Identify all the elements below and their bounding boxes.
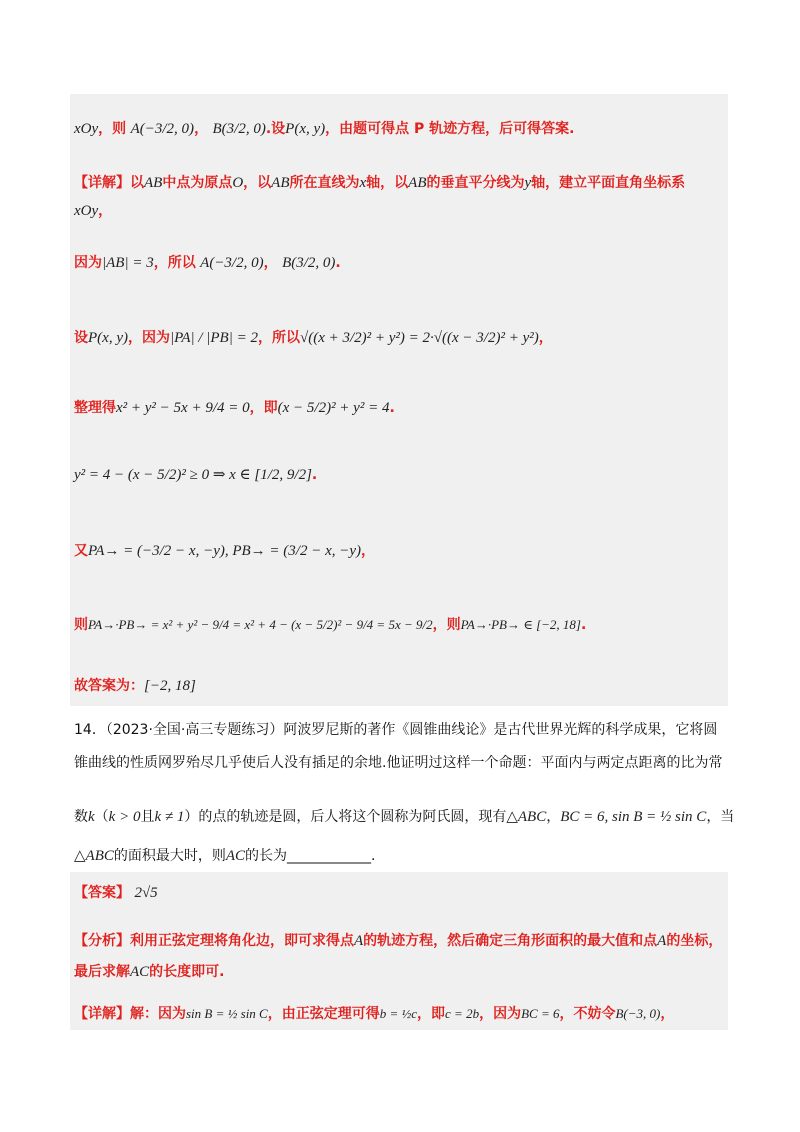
solution-14-answer (74, 882, 158, 902)
text-segment: 轴，以 (366, 175, 409, 191)
text-segment: （ (94, 809, 109, 825)
solution-13-line-4 (74, 252, 341, 272)
point-a-coordinates: A(−3/2, 0) (130, 121, 195, 137)
solution-14-analysis-line-1 (74, 930, 722, 950)
text-segment: ， (361, 543, 376, 559)
text-segment: . (580, 617, 587, 633)
math-expression: BC = 6 (521, 1006, 560, 1021)
text-segment: 整理得 (74, 400, 116, 416)
text-segment: 轴，建立平面直角坐标系 (531, 175, 686, 191)
math-expression: AC (130, 964, 150, 980)
math-expression: A (354, 933, 364, 949)
text-segment: ，则 (98, 121, 127, 137)
text-segment: 则 (74, 617, 88, 633)
text-segment: ，因为 (479, 1006, 522, 1022)
text-segment: 的长为 (245, 848, 288, 864)
text-segment: ，则 (432, 617, 461, 633)
text-segment: 且 (140, 809, 155, 825)
text-segment: ，由正弦定理可得 (267, 1006, 380, 1022)
math-expression: x (359, 175, 367, 191)
analysis-label: 【分析】利用正弦定理将角化边，即可求得点 (74, 933, 354, 949)
detail-label: 【详解】以 (74, 175, 144, 191)
math-expression: AB (408, 175, 427, 191)
text-segment: ，所以 (153, 255, 196, 271)
text-segment: ， (538, 330, 553, 346)
vector-expression: PA→ = (−3/2 − x, −y), PB→ = (3/2 − x, −y) (88, 543, 362, 559)
text-segment: . (335, 255, 341, 271)
text-segment: ，由题可得点 P 轨迹方程，后可得答案. (325, 121, 575, 137)
text-segment: 因为 (74, 255, 102, 271)
text-segment: ， (546, 809, 561, 825)
answer-label: 【答案】 (74, 885, 130, 901)
math-expression: P(x, y) (88, 330, 128, 346)
math-expression: b = ½c (379, 1006, 418, 1021)
point-a-coordinates: A(−3/2, 0) (200, 255, 264, 271)
text-segment: 中点为原点 (162, 175, 233, 191)
text-segment: . (311, 467, 318, 483)
solution-13-line-9 (74, 614, 586, 634)
point-b-coordinates: B(3/2, 0) (282, 255, 336, 271)
text-segment: ，不妨令 (559, 1006, 616, 1022)
math-expression: xOy (74, 121, 99, 137)
math-expression: |AB| = 3 (102, 255, 154, 271)
solution-13-line-7 (74, 465, 317, 484)
math-expression: x² + y² − 5x + 9/4 = 0 (116, 400, 250, 416)
answer-label: 故答案为： (74, 678, 144, 694)
distance-equation: √((x + 3/2)² + y²) = 2·√((x − 3/2)² + y²) (299, 330, 539, 346)
dot-product-expression: PA→·PB→ = x² + y² − 9/4 = x² + 4 − (x − 5/2)² − 9/4 = 5x − 9/2 (88, 617, 433, 632)
text-segment: ， (660, 1006, 675, 1022)
math-expression: AC (225, 848, 246, 864)
solution-14-analysis-line-2 (74, 961, 225, 981)
text-segment: ， (263, 255, 278, 271)
solution-14-detail-line (74, 1003, 674, 1023)
dot-product-range: PA→·PB→ ∈ [−2, 18] (460, 617, 581, 632)
text-segment: 设 (74, 330, 88, 346)
math-expression: O (232, 175, 244, 191)
answer-blank: ____________ (287, 848, 372, 864)
text-segment: ， (194, 121, 209, 137)
text-segment: 数 (74, 809, 88, 825)
math-expression: AB (271, 175, 290, 191)
math-expression: A (657, 933, 667, 949)
problem-14-line-1: 14．（2023·全国·高三专题练习）阿波罗尼斯的著作《圆锥曲线论》是古代世界光辉的科学成果，它将圆 (74, 722, 718, 738)
math-expression: △ABC (506, 809, 547, 825)
text-segment: 的长度即可. (149, 964, 225, 980)
math-expression: xOy (74, 203, 99, 219)
text-segment: 所在直线为 (289, 175, 360, 191)
math-expression: BC = 6, sin B = ½ sin C (560, 809, 707, 825)
text-segment: . (389, 400, 395, 416)
math-expression: y² = 4 − (x − 5/2)² ≥ 0 ⇒ x ∈ [1/2, 9/2] (74, 467, 312, 483)
solution-13-line-6 (74, 397, 395, 417)
circle-equation: (x − 5/2)² + y² = 4 (277, 400, 390, 416)
solution-13-line-5 (74, 327, 553, 347)
text-segment: ， (98, 203, 113, 219)
problem-14-line-2: 锥曲线的性质网罗殆尽几乎使后人没有插足的余地.他证明过这样一个命题：平面内与两定点距离的比为常 (74, 755, 723, 771)
math-expression: k ≠ 1 (154, 809, 185, 825)
solution-13-line-8 (74, 540, 375, 560)
text-segment: . (371, 848, 376, 864)
solution-13-line-1 (74, 118, 574, 138)
text-segment: .设 (265, 121, 286, 137)
text-segment: ，即 (417, 1006, 446, 1022)
text-segment: ，即 (249, 400, 278, 416)
text-segment: ，当 (706, 809, 735, 825)
text-segment: ，因为 (127, 330, 170, 346)
answer-value: [−2, 18] (144, 678, 196, 694)
text-segment: ，所以 (257, 330, 300, 346)
point-p-coordinates: P(x, y) (285, 121, 326, 137)
text-segment: ）的点的轨迹是圆，后人将这个圆称为阿氏圆，现有 (184, 809, 507, 825)
solution-13-line-3 (74, 200, 112, 220)
math-expression: y (524, 175, 532, 191)
answer-value: 2√5 (134, 885, 158, 901)
problem-14-line-3 (74, 806, 734, 826)
text-segment: 的坐标， (666, 933, 723, 949)
text-segment: 的轨迹方程，然后确定三角形面积的最大值和点 (363, 933, 658, 949)
math-expression: |PA| / |PB| = 2 (169, 330, 258, 346)
text-segment: 的面积最大时，则 (113, 848, 226, 864)
math-expression: k > 0 (108, 809, 141, 825)
text-segment: 又 (74, 543, 88, 559)
problem-14-line-4 (74, 845, 376, 865)
solution-13-line-2 (74, 172, 685, 192)
math-expression: AB (144, 175, 163, 191)
text-segment: ，以 (243, 175, 272, 191)
math-expression: c = 2b (445, 1006, 480, 1021)
solution-13-answer-line (74, 675, 196, 695)
text-segment: 最后求解 (74, 964, 130, 980)
math-expression: B(−3, 0) (615, 1006, 661, 1021)
text-segment: 的垂直平分线为 (426, 175, 525, 191)
point-b-coordinates: B(3/2, 0) (212, 121, 266, 137)
math-expression: △ABC (74, 848, 114, 864)
math-expression: sin B = ½ sin C (186, 1006, 268, 1021)
math-expression: k (88, 809, 95, 825)
detail-label: 【详解】解：因为 (74, 1006, 186, 1022)
